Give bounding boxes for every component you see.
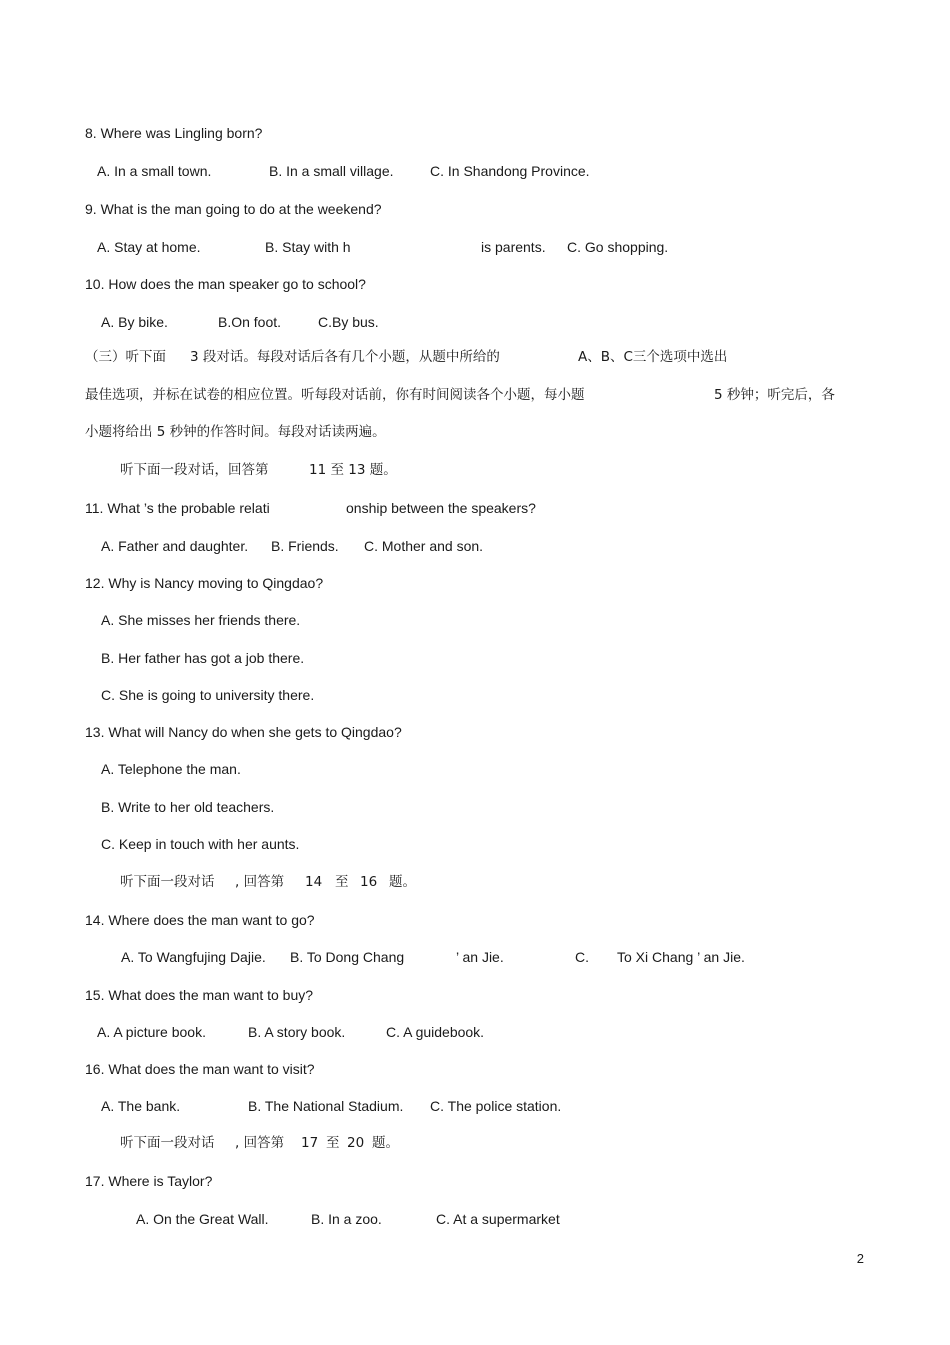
section3-line1-part3: A、B、C三个选项中选出 — [578, 349, 728, 365]
section3-line2-part2: 5 秒钟；听完后，各 — [714, 387, 835, 403]
question-12: 12. Why is Nancy moving to Qingdao? — [85, 575, 324, 591]
q16-option-a: A. The bank. — [101, 1098, 181, 1114]
instruction-17-20-part6: 题。 — [372, 1135, 399, 1151]
q14-option-c-label: C. — [575, 949, 589, 965]
q9-option-a: A. Stay at home. — [97, 239, 201, 255]
instruction-17-20-part1: 听下面一段对话 — [120, 1135, 215, 1151]
q8-option-c: C. In Shandong Province. — [430, 163, 590, 179]
q10-option-a: A. By bike. — [101, 314, 168, 330]
q8-option-b: B. In a small village. — [269, 163, 394, 179]
question-13: 13. What will Nancy do when she gets to Qingdao? — [85, 724, 402, 740]
question-17: 17. Where is Taylor? — [85, 1173, 213, 1189]
instruction-17-20-part2: , 回答第 — [235, 1135, 285, 1151]
instruction-11-13-part1: 听下面一段对话，回答第 — [120, 462, 269, 478]
q15-option-b: B. A story book. — [248, 1024, 346, 1040]
q11-option-b: B. Friends. — [271, 538, 339, 554]
q11-option-a: A. Father and daughter. — [101, 538, 249, 554]
q8-option-a: A. In a small town. — [97, 163, 212, 179]
q15-option-c: C. A guidebook. — [386, 1024, 485, 1040]
instruction-14-16-part4: 至 — [335, 874, 349, 890]
q13-option-c: C. Keep in touch with her aunts. — [101, 836, 300, 852]
instruction-14-16-part3: 14 — [305, 874, 323, 890]
q9-option-b-part2: is parents. — [481, 239, 546, 255]
instruction-17-20-part3: 17 — [301, 1135, 319, 1151]
q15-option-a: A. A picture book. — [97, 1024, 206, 1040]
question-10: 10. How does the man speaker go to school? — [85, 276, 366, 292]
q16-option-b: B. The National Stadium. — [248, 1098, 404, 1114]
q17-option-a: A. On the Great Wall. — [136, 1211, 269, 1227]
q14-option-b-part1: B. To Dong Chang — [290, 949, 405, 965]
instruction-14-16-part5: 16 — [360, 874, 378, 890]
question-15: 15. What does the man want to buy? — [85, 987, 314, 1003]
q14-option-a: A. To Wangfujing Dajie. — [121, 949, 266, 965]
instruction-14-16-part1: 听下面一段对话 — [120, 874, 215, 890]
instruction-11-13-part2: 11 至 13 题。 — [309, 462, 397, 478]
q10-option-b: B.On foot. — [218, 314, 282, 330]
instruction-14-16-part2: , 回答第 — [235, 874, 285, 890]
section3-line3: 小题将给出 5 秒钟的作答时间。每段对话读两遍。 — [85, 424, 386, 440]
q12-option-c: C. She is going to university there. — [101, 687, 315, 703]
q13-option-b: B. Write to her old teachers. — [101, 799, 275, 815]
question-8: 8. Where was Lingling born? — [85, 125, 263, 141]
question-9: 9. What is the man going to do at the weekend? — [85, 201, 382, 217]
q17-option-b: B. In a zoo. — [311, 1211, 382, 1227]
instruction-17-20-part4: 至 — [326, 1135, 340, 1151]
q9-option-b-part1: B. Stay with h — [265, 239, 351, 255]
q10-option-c: C.By bus. — [318, 314, 379, 330]
question-16: 16. What does the man want to visit? — [85, 1061, 315, 1077]
q17-option-c: C. At a supermarket — [436, 1211, 560, 1227]
question-11-part1: 11. What ’s the probable relati — [85, 500, 270, 516]
instruction-14-16-part6: 题。 — [389, 874, 416, 890]
q14-option-b-part2: ’ an Jie. — [456, 949, 504, 965]
instruction-17-20-part5: 20 — [347, 1135, 365, 1151]
section3-line1-part2: 3 段对话。每段对话后各有几个小题，从题中所给的 — [190, 349, 500, 365]
q16-option-c: C. The police station. — [430, 1098, 562, 1114]
page-number: 2 — [856, 1251, 864, 1266]
section3-line1-part1: （三）听下面 — [85, 349, 166, 365]
q12-option-b: B. Her father has got a job there. — [101, 650, 305, 666]
section3-line2-part1: 最佳选项，并标在试卷的相应位置。听每段对话前，你有时间阅读各个小题，每小题 — [85, 387, 585, 403]
question-14: 14. Where does the man want to go? — [85, 912, 315, 928]
q14-option-c-text: To Xi Chang ’ an Jie. — [617, 949, 745, 965]
q9-option-c: C. Go shopping. — [567, 239, 669, 255]
question-11-part2: onship between the speakers? — [346, 500, 536, 516]
q11-option-c: C. Mother and son. — [364, 538, 484, 554]
q13-option-a: A. Telephone the man. — [101, 761, 241, 777]
q12-option-a: A. She misses her friends there. — [101, 612, 301, 628]
